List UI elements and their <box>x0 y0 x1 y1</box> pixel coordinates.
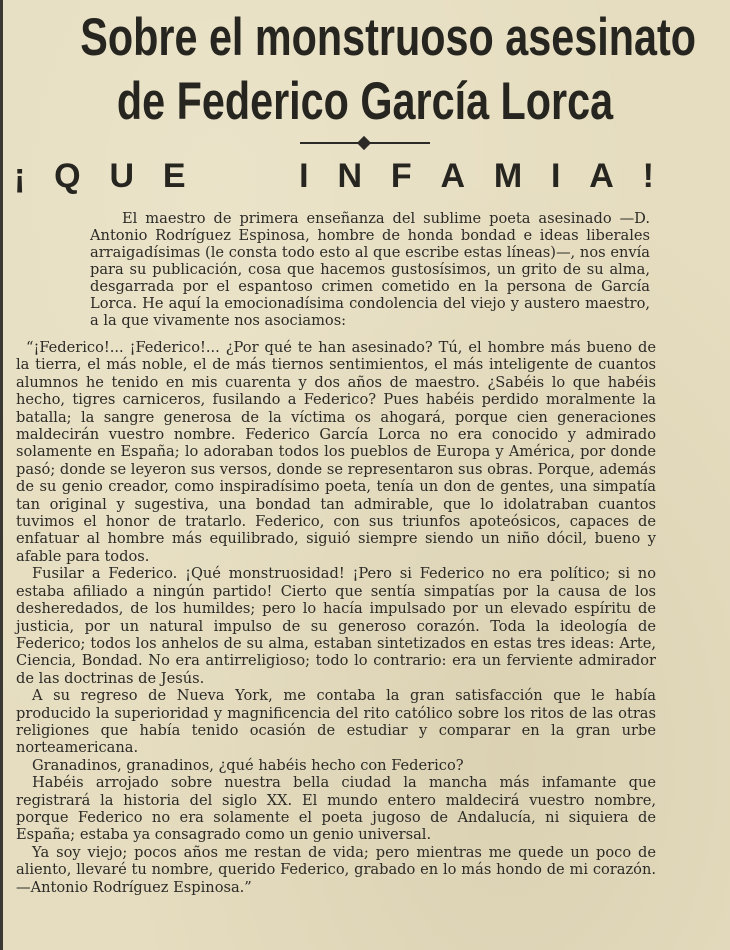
subheadline-letter: N <box>337 157 363 195</box>
column-rule <box>0 0 3 950</box>
subheadline-letter: ! <box>642 157 654 195</box>
headline-line-1: Sobre el monstruoso asesinato <box>80 8 696 67</box>
subheadline-letter: E <box>162 157 186 195</box>
subheadline-letter: U <box>109 157 134 195</box>
letter-paragraph: A su regreso de Nueva York, me contaba la gran satisfacción que le había producido la superioridad y magnificencia del rito católico sobre los ritos de las otras religiones que había tenido ocasión de estudiar y comparar en la gran urbe norteamericana. <box>16 687 656 757</box>
divider-diamond-icon <box>357 136 371 150</box>
subheadline <box>14 156 654 196</box>
subheadline-letter: ¡ <box>14 157 26 195</box>
letter-paragraph: Granadinos, granadinos, ¿qué habéis hecho con Federico? <box>32 756 464 774</box>
subheadline-letter: Q <box>54 157 81 195</box>
intro-paragraph: El maestro de primera enseñanza del sublime poeta asesinado —D. Antonio Rodríguez Espinosa, hombre de honda bondad e ideas liberales arraigadísimas (le consta todo esto al que escribe estas líneas)—, nos envía para su publicación, cosa que hacemos gustosísimos, un grito de su alma, desgarrada por el espantoso crimen cometido en la persona de García Lorca. He aquí la emocionadísima condolencia del viejo y austero maestro, a la que vivamente nos asociamos: <box>90 210 650 329</box>
headline-line-2: de Federico García Lorca <box>116 72 614 131</box>
letter-paragraph: Fusilar a Federico. ¡Qué monstruosidad! ¡Pero si Federico no era político; si no estaba afiliado a ningún partido! Cierto que sentía simpatías por la causa de los desheredados, de los humildes; pero lo hacía impulsado por un elevado espíritu de justicia, por un natural impulso de su generoso corazón. Toda la ideología de Federico; todos los anhelos de su alma, estaban sintetizados en estas tres ideas: Arte, Ciencia, Bondad. No era antirreligioso; todo lo contrario: era un ferviente admirador de las doctrinas de Jesús. <box>16 565 656 687</box>
letter-paragraph: Ya soy viejo; pocos años me restan de vida; pero mientras me quede un poco de aliento, llevaré tu nombre, querido Federico, grabado en lo más hondo de mi corazón.—Antonio Rodríguez Espinosa.” <box>16 843 656 896</box>
subheadline-letter: A <box>589 157 614 195</box>
subheadline-letter: A <box>440 157 466 195</box>
letter-paragraph: “¡Federico!... ¡Federico!... ¿Por qué te han asesinado? Tú, el hombre más bueno de la tierra, el más noble, el de más tiernos sentimientos, el más inteligente de cuantos alumnos he tenido en mis cuarenta y dos años de maestro. ¿Sabéis lo que habéis hecho, tigres carniceros, fusilando a Federico? Pues habéis perdido moralmente la batalla; la sangre generosa de la víctima os ahogará, porque cien generaciones maldecirán vuestro nombre. Federico García Lorca no era conocido y admirado solamente en España; lo adoraban todos los pueblos de Europa y América, por donde pasó; donde se leyeron sus versos, donde se representaron sus obras. Porque, además de su genio creador, como inspiradísimo poeta, tenía un don de gentes, una simpatía tan original y sugestiva, una bondad tan admirable, que lo idolatraban cuantos tuvimos el honor de tratarlo. Federico, con sus triunfos apoteósicos, capaces de enfatuar al hombre más equilibrado, siguió siempre siendo un niño dócil, bueno y afable para todos. <box>16 339 656 565</box>
subheadline-letter: M <box>493 157 523 195</box>
subheadline-letter: I <box>551 157 561 195</box>
ornament-divider <box>300 136 430 148</box>
headline <box>80 0 696 134</box>
subheadline-space <box>214 156 270 196</box>
subheadline-letter: F <box>390 157 412 195</box>
subheadline-letter: I <box>299 157 309 195</box>
letter-paragraph: Habéis arrojado sobre nuestra bella ciudad la mancha más infamante que registrará la historia del siglo XX. El mundo entero maldecirá vuestro nombre, porque Federico no era solamente el poeta jugoso de Andalucía, ni siquiera de España; estaba ya consagrado como un genio universal. <box>16 774 656 844</box>
letter-body <box>16 339 656 896</box>
